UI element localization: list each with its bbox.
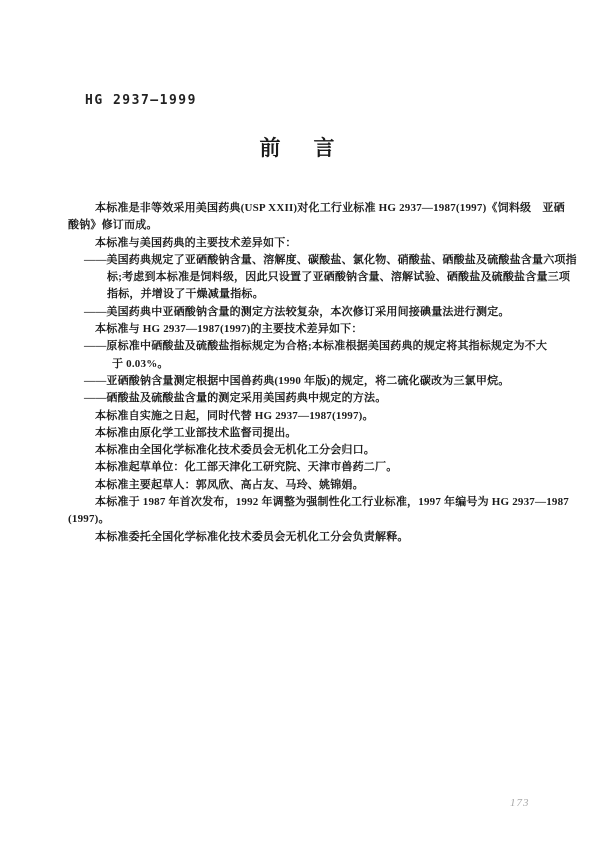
text-line: 本标准于 1987 年首次发布，1992 年调整为强制性化工行业标准，1997 年编号为 HG 2937—1987 bbox=[95, 496, 570, 509]
text-line: (1997)。 bbox=[68, 513, 110, 526]
text-line: 本标准主要起草人：郭凤欣、高占友、马玲、姚锦娟。 bbox=[95, 478, 364, 491]
text-line: 于 0.03%。 bbox=[112, 357, 169, 370]
text-line: ——美国药典中亚硒酸钠含量的测定方法较复杂，本次修订采用间接碘量法进行测定。 bbox=[84, 305, 510, 318]
text-line: 指标，并增设了干燥减量指标。 bbox=[107, 288, 264, 301]
text-line: 本标准委托全国化学标准化技术委员会无机化工分会负责解释。 bbox=[95, 530, 409, 543]
text-line: ——硒酸盐及硫酸盐含量的测定采用美国药典中规定的方法。 bbox=[84, 392, 387, 405]
text-line: 本标准与美国药典的主要技术差异如下： bbox=[95, 236, 297, 249]
text-line: 本标准起草单位：化工部天津化工研究院、天津市兽药二厂。 bbox=[95, 461, 398, 474]
text-line: 本标准与 HG 2937—1987(1997)的主要技术差异如下： bbox=[95, 323, 363, 336]
text-line: 本标准由全国化学标准化技术委员会无机化工分会归口。 bbox=[95, 444, 375, 457]
text-line: ——原标准中硒酸盐及硫酸盐指标规定为合格;本标准根据美国药典的规定将其指标规定为不大 bbox=[84, 340, 548, 353]
text-line: 标;考虑到本标准是饲料级，因此只设置了亚硒酸钠含量、溶解试验、硒酸盐及硫酸盐含量三项 bbox=[107, 271, 571, 284]
text-line: 本标准自实施之日起，同时代替 HG 2937—1987(1997)。 bbox=[95, 409, 374, 422]
text-line: ——亚硒酸钠含量测定根据中国兽药典(1990 年版)的规定，将二硫化碳改为三氯甲烷。 bbox=[84, 374, 510, 387]
page-title: 前 言 bbox=[259, 136, 341, 160]
text-line: 酸钠》修订而成。 bbox=[68, 219, 158, 232]
body-text bbox=[68, 200, 577, 546]
page-number: 173 bbox=[510, 797, 530, 809]
standard-code: HG 2937—1999 bbox=[85, 93, 197, 108]
text-line: 本标准由原化学工业部技术监督司提出。 bbox=[95, 426, 297, 439]
text-line: 本标准是非等效采用美国药典(USP XXII)对化工行业标准 HG 2937—1987(1997)《饲料级 亚硒 bbox=[95, 202, 565, 214]
text-line: ——美国药典规定了亚硒酸钠含量、溶解度、碳酸盐、氯化物、硝酸盐、硒酸盐及硫酸盐含量六项指 bbox=[84, 253, 577, 266]
